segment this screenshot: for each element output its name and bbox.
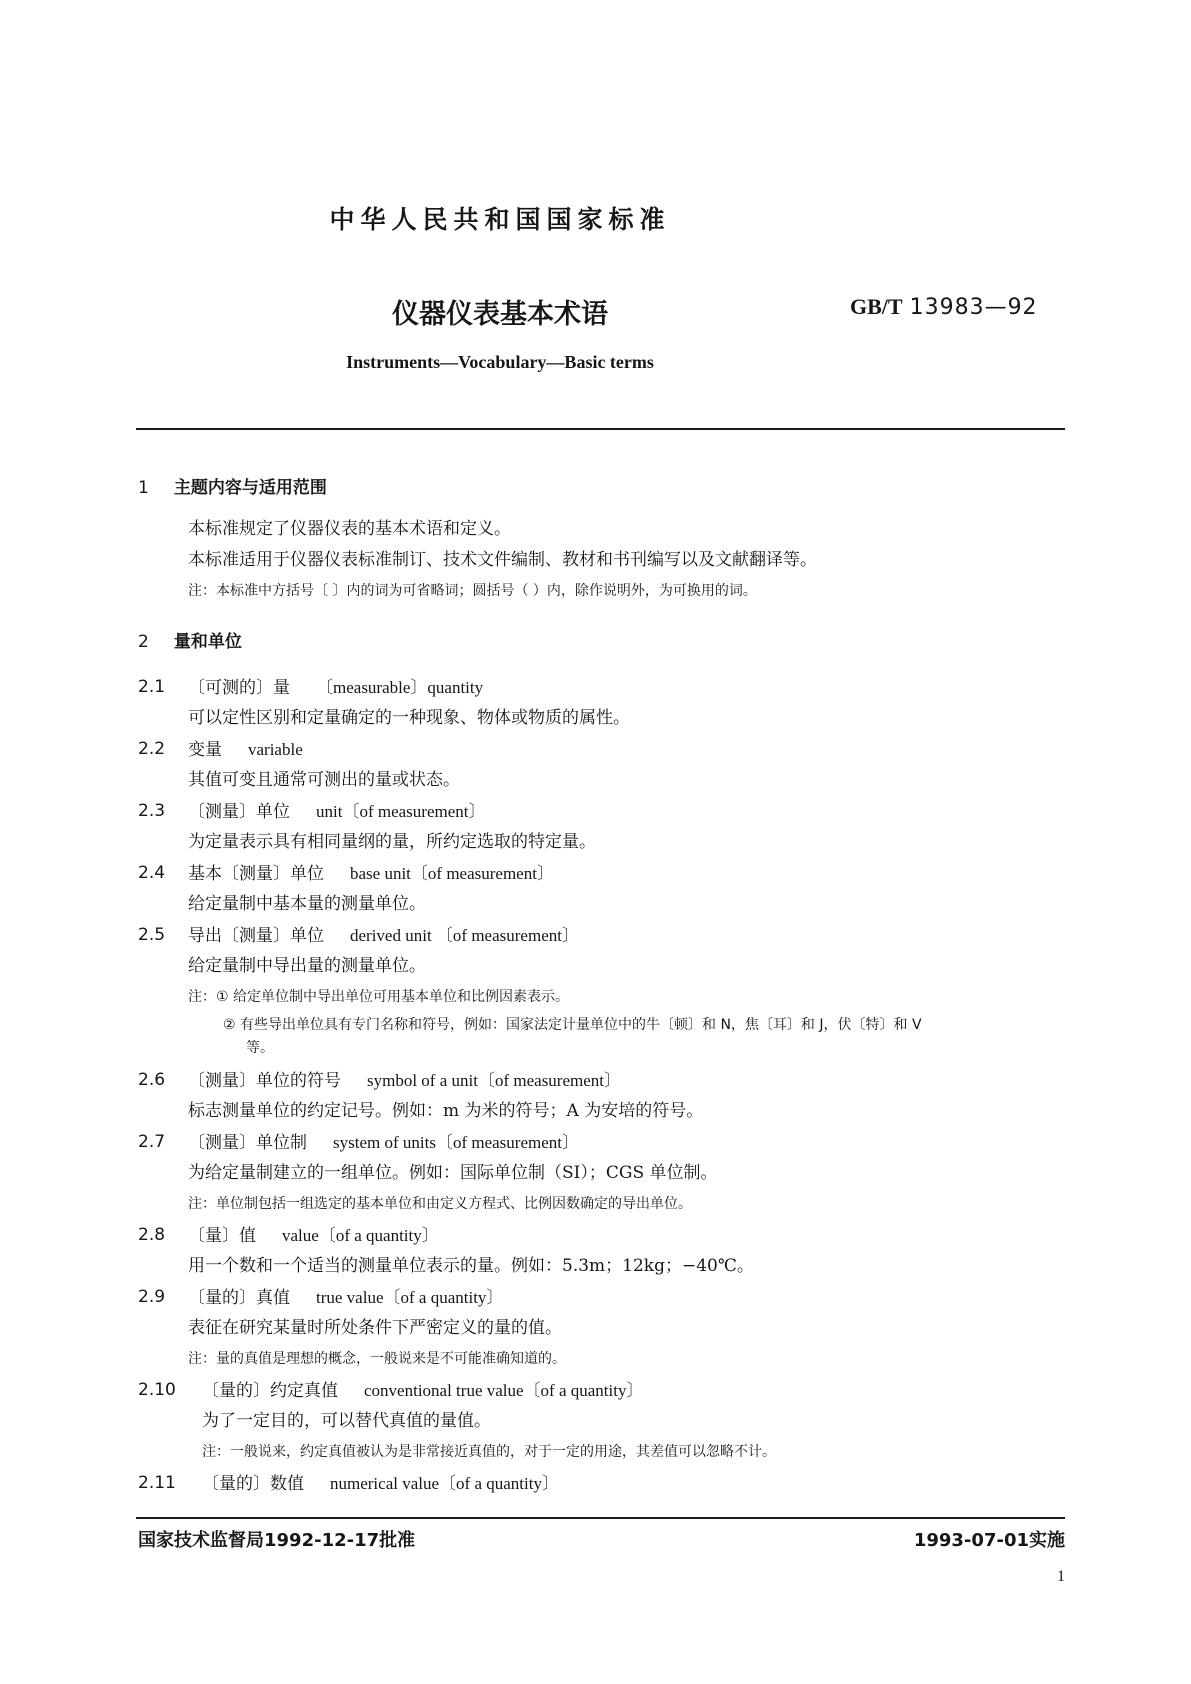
term-chinese: 〔量的〕数值 xyxy=(202,1474,304,1494)
paragraph: 本标准规定了仪器仪表的基本术语和定义。 xyxy=(188,519,511,539)
effective-date: 1993-07-01实施 xyxy=(913,1530,1065,1551)
standard-code xyxy=(850,294,1038,320)
term-number: 2.11 xyxy=(138,1473,176,1493)
term-number: 2.8 xyxy=(138,1225,166,1245)
term-english: derived unit 〔of measurement〕 xyxy=(350,926,579,945)
term-number: 2.4 xyxy=(138,863,166,883)
section-number: 1 xyxy=(138,478,149,498)
term-definition: 可以定性区别和定量确定的一种现象、物体或物质的属性。 xyxy=(188,708,630,728)
term-number: 2.5 xyxy=(138,925,166,945)
term-definition: 为了一定目的，可以替代真值的量值。 xyxy=(202,1411,491,1431)
document-title: 仪器仪表基本术语 xyxy=(392,299,608,330)
standard-code-number: 13983—92 xyxy=(909,295,1038,320)
term-entry xyxy=(138,1282,1068,1313)
term-english: unit〔of measurement〕 xyxy=(316,802,486,821)
term-definition: 为定量表示具有相同量纲的量，所约定选取的特定量。 xyxy=(188,832,596,852)
term-entry xyxy=(138,1220,1068,1251)
header-divider xyxy=(136,428,1065,430)
note: ② 有些导出单位具有专门名称和符号，例如：国家法定计量单位中的牛〔顿〕和 N，焦〔耳〕和 J，伏〔特〕和 V xyxy=(223,1017,922,1033)
term-english: symbol of a unit〔of measurement〕 xyxy=(367,1071,622,1090)
term-english: system of units〔of measurement〕 xyxy=(333,1133,579,1152)
english-title: Instruments—Vocabulary—Basic terms xyxy=(346,352,654,372)
standard-code-prefix: GB/T xyxy=(850,294,903,319)
term-entry xyxy=(138,1468,1068,1499)
term-entry xyxy=(138,672,1068,703)
note-continuation: 等。 xyxy=(246,1040,274,1056)
term-english: conventional true value〔of a quantity〕 xyxy=(364,1381,644,1400)
term-chinese: 〔测量〕单位制 xyxy=(188,1133,307,1153)
term-definition: 给定量制中导出量的测量单位。 xyxy=(188,956,426,976)
term-chinese: 基本〔测量〕单位 xyxy=(188,864,324,884)
term-definition: 为给定量制建立的一组单位。例如：国际单位制（SI）；CGS 单位制。 xyxy=(188,1163,718,1183)
section-number: 2 xyxy=(138,632,149,652)
term-entry xyxy=(138,1127,1068,1158)
term-entry xyxy=(138,1375,1068,1406)
term-english: base unit〔of measurement〕 xyxy=(350,864,554,883)
term-chinese: 〔量的〕真值 xyxy=(188,1288,290,1308)
term-chinese: 〔测量〕单位的符号 xyxy=(188,1071,341,1091)
term-entry xyxy=(138,858,1068,889)
term-english: variable xyxy=(248,740,303,759)
section-2-heading xyxy=(138,627,1068,658)
term-definition: 用一个数和一个适当的测量单位表示的量。例如：5.3m；12kg；−40℃。 xyxy=(188,1256,754,1276)
term-definition: 标志测量单位的约定记号。例如：m 为米的符号；A 为安培的符号。 xyxy=(188,1101,704,1121)
term-number: 2.7 xyxy=(138,1132,166,1152)
note: 注：本标准中方括号〔 〕内的词为可省略词；圆括号（ ）内，除作说明外，为可换用的词。 xyxy=(188,583,757,599)
term-english: 〔measurable〕quantity xyxy=(316,678,484,697)
term-number: 2.10 xyxy=(138,1380,176,1400)
term-entry xyxy=(138,920,1068,951)
term-chinese: 〔量〕值 xyxy=(188,1226,256,1246)
term-number: 2.6 xyxy=(138,1070,166,1090)
term-number: 2.1 xyxy=(138,677,166,697)
term-number: 2.9 xyxy=(138,1287,166,1307)
note: 注：一般说来，约定真值被认为是非常接近真值的，对于一定的用途，其差值可以忽略不计。 xyxy=(202,1444,776,1460)
term-english: numerical value〔of a quantity〕 xyxy=(330,1474,559,1493)
section-1-heading xyxy=(138,473,1068,504)
approval-date: 国家技术监督局1992-12-17批准 xyxy=(138,1530,416,1551)
term-definition: 其值可变且通常可测出的量或状态。 xyxy=(188,770,460,790)
term-definition: 表征在研究某量时所处条件下严密定义的量的值。 xyxy=(188,1318,562,1338)
section-title: 主题内容与适用范围 xyxy=(173,478,327,498)
document-body xyxy=(138,473,1068,1499)
term-entry xyxy=(138,1065,1068,1096)
term-definition: 给定量制中基本量的测量单位。 xyxy=(188,894,426,914)
term-english: true value〔of a quantity〕 xyxy=(316,1288,504,1307)
term-entry xyxy=(138,796,1068,827)
paragraph: 本标准适用于仪器仪表标准制订、技术文件编制、教材和书刊编写以及文献翻译等。 xyxy=(188,550,817,570)
footer-divider xyxy=(136,1517,1065,1519)
term-chinese: 〔量的〕约定真值 xyxy=(202,1381,338,1401)
page-number: 1 xyxy=(1057,1568,1065,1585)
term-english: value〔of a quantity〕 xyxy=(282,1226,439,1245)
term-chinese: 〔可测的〕量 xyxy=(188,678,290,698)
term-chinese: 导出〔测量〕单位 xyxy=(188,926,324,946)
term-number: 2.2 xyxy=(138,739,166,759)
term-entry xyxy=(138,734,1068,765)
term-number: 2.3 xyxy=(138,801,166,821)
note: 注：① 给定单位制中导出单位可用基本单位和比例因素表示。 xyxy=(188,989,569,1005)
section-title: 量和单位 xyxy=(173,632,242,652)
national-standard-heading: 中华人民共和国国家标准 xyxy=(329,205,671,234)
term-chinese: 变量 xyxy=(188,740,222,760)
note: 注：量的真值是理想的概念，一般说来是不可能准确知道的。 xyxy=(188,1351,566,1367)
note: 注：单位制包括一组选定的基本单位和由定义方程式、比例因数确定的导出单位。 xyxy=(188,1196,692,1212)
term-chinese: 〔测量〕单位 xyxy=(188,802,290,822)
